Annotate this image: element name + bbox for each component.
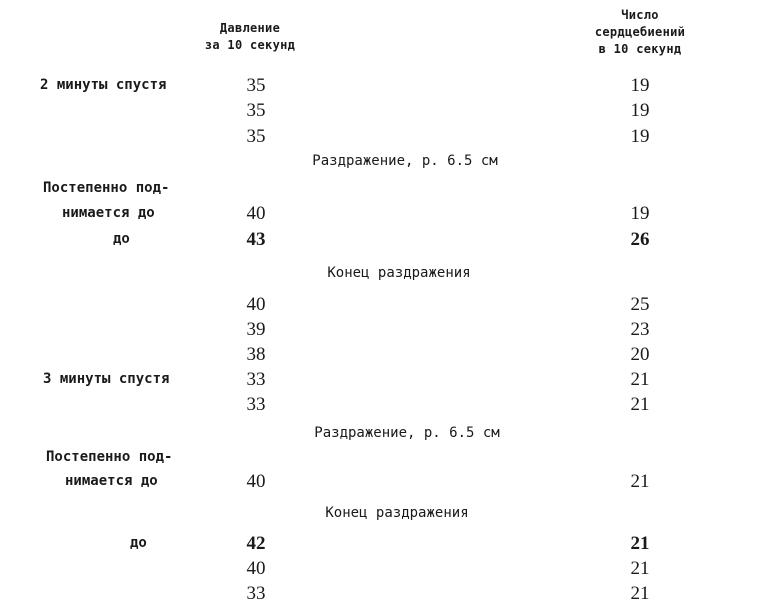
- heartbeats-header-line-3: в 10 секунд: [598, 42, 682, 56]
- end-stimulation-banner: [0, 501, 760, 526]
- row-label: до: [113, 231, 130, 247]
- table-row: [0, 367, 760, 392]
- table-row: [0, 176, 760, 201]
- heartbeat-value: 21: [630, 558, 650, 579]
- heartbeats-column-header: [570, 7, 710, 58]
- pressure-value: 42: [246, 533, 266, 554]
- pressure-value: 33: [246, 583, 266, 604]
- pressure-header-line-1: Давление: [219, 21, 281, 35]
- pressure-value: 35: [246, 100, 266, 121]
- pressure-value: 38: [246, 344, 266, 365]
- banner-text: Конец раздражения: [327, 265, 471, 281]
- table-row: [0, 531, 760, 556]
- heartbeat-value: 21: [630, 471, 650, 492]
- heartbeat-value: 20: [630, 344, 650, 365]
- banner-text: Конец раздражения: [325, 505, 469, 521]
- table-row: [0, 392, 760, 417]
- table-row: [0, 317, 760, 342]
- pressure-value: 43: [246, 229, 266, 250]
- pressure-value: 40: [246, 471, 266, 492]
- row-label: нимается до: [65, 473, 158, 489]
- banner-text: Раздражение, р. 6.5 см: [312, 153, 498, 169]
- row-label: нимается до: [62, 205, 155, 221]
- heartbeat-value: 19: [630, 75, 650, 96]
- heartbeats-header-line-1: Число: [621, 8, 659, 22]
- end-stimulation-banner: [0, 261, 760, 286]
- table-row: [0, 98, 760, 123]
- row-label: 2 минуты спустя: [40, 77, 167, 93]
- heartbeat-value: 21: [630, 583, 650, 604]
- pressure-value: 40: [246, 203, 266, 224]
- heartbeat-value: 19: [630, 126, 650, 147]
- heartbeat-value: 26: [630, 229, 650, 250]
- table-row: [0, 124, 760, 149]
- table-row: [0, 581, 760, 606]
- table-row: [0, 201, 760, 226]
- stimulation-banner: [0, 421, 760, 446]
- table-row: [0, 292, 760, 317]
- pressure-value: 33: [246, 369, 266, 390]
- pressure-header-line-2: за 10 секунд: [204, 38, 296, 52]
- row-label: Постепенно под-: [46, 449, 173, 465]
- pressure-value: 35: [246, 75, 266, 96]
- heartbeat-value: 19: [630, 203, 650, 224]
- heartbeat-value: 23: [630, 319, 650, 340]
- table-row: [0, 73, 760, 98]
- table-row: [0, 445, 760, 470]
- heartbeat-value: 21: [630, 533, 650, 554]
- pressure-value: 40: [246, 294, 266, 315]
- stimulation-banner: [0, 149, 760, 174]
- table-row: [0, 469, 760, 494]
- heartbeat-value: 21: [630, 369, 650, 390]
- heartbeat-value: 25: [630, 294, 650, 315]
- pressure-value: 35: [246, 126, 266, 147]
- pressure-value: 39: [246, 319, 266, 340]
- table-row: [0, 556, 760, 581]
- pressure-value: 33: [246, 394, 266, 415]
- row-label: Постепенно под-: [43, 180, 170, 196]
- pressure-column-header: [180, 20, 320, 54]
- heartbeat-value: 21: [630, 394, 650, 415]
- row-label: до: [130, 535, 147, 551]
- table-row: [0, 342, 760, 367]
- row-label: 3 минуты спустя: [43, 371, 170, 387]
- heartbeats-header-line-2: сердцебиений: [594, 25, 686, 39]
- pressure-value: 40: [246, 558, 266, 579]
- table-row: [0, 227, 760, 252]
- banner-text: Раздражение, р. 6.5 см: [314, 425, 500, 441]
- heartbeat-value: 19: [630, 100, 650, 121]
